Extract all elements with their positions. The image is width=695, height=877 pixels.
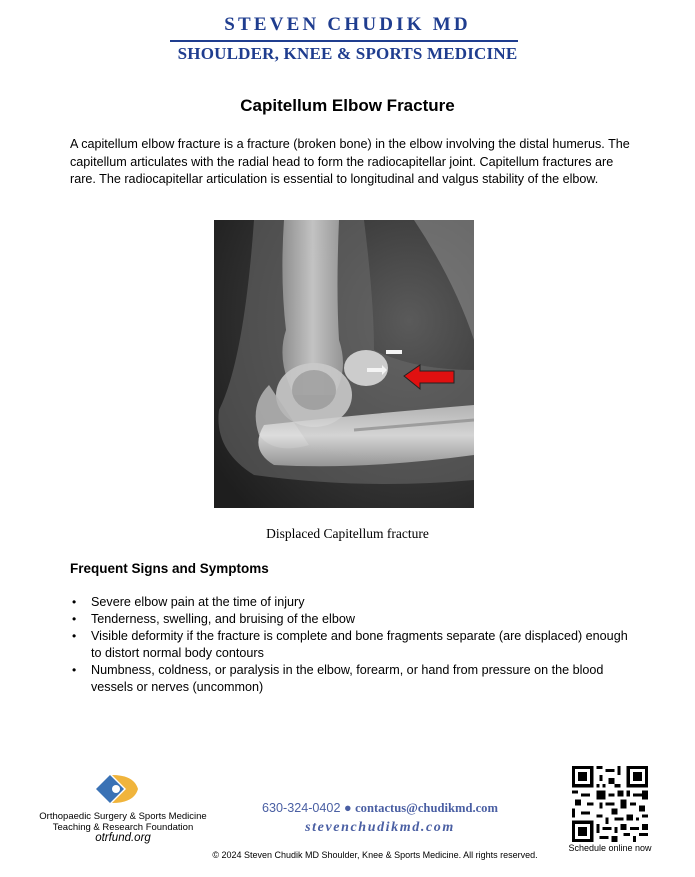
- qr-code-icon[interactable]: [572, 766, 648, 842]
- email-link[interactable]: contactus@chudikmd.com: [355, 801, 498, 815]
- figure-caption: Displaced Capitellum fracture: [266, 526, 429, 541]
- bullet-icon: •: [72, 663, 77, 677]
- page-title: Capitellum Elbow Fracture: [240, 96, 455, 115]
- list-item-text: Tenderness, swelling, and bruising of the elbow: [91, 612, 355, 626]
- bullet-icon: •: [72, 629, 77, 643]
- foundation-name-line2: Teaching & Research Foundation: [52, 822, 194, 833]
- contact-line: [220, 801, 540, 816]
- intro-paragraph: A capitellum elbow fracture is a fracture (broken bone) in the elbow involving the distal humerus. The capitellum articulates with the radial head to form the radiocapitellar joint. Capitellum fractures are rare. The radiocapitellar articulation is essential to longitudinal and valgus stability of the elbow.: [70, 137, 630, 186]
- xray-image: [214, 220, 474, 508]
- foundation-name-line1: Orthopaedic Surgery & Sports Medicine: [39, 811, 207, 822]
- bullet-icon: •: [72, 595, 77, 609]
- copyright-text: © 2024 Steven Chudik MD Shoulder, Knee & Sports Medicine. All rights reserved.: [212, 850, 538, 860]
- list-item-text: Visible deformity if the fracture is complete and bone fragments separate (are displaced) enough to distort normal body contours: [91, 629, 628, 660]
- list-item-text: Severe elbow pain at the time of injury: [91, 595, 305, 609]
- separator-dot-icon: ●: [343, 801, 352, 815]
- list-item: [70, 662, 630, 696]
- header-divider: [170, 40, 518, 42]
- foundation-url[interactable]: otrfund.org: [95, 832, 151, 844]
- phone-number[interactable]: 630-324-0402: [262, 801, 341, 815]
- practice-subtitle: SHOULDER, KNEE & SPORTS MEDICINE: [177, 44, 518, 63]
- list-item-text: Numbness, coldness, or paralysis in the elbow, forearm, or hand from pressure on the blood vessels or nerves (uncommon): [91, 663, 604, 694]
- list-item: [70, 594, 630, 611]
- section-heading: Frequent Signs and Symptoms: [70, 561, 269, 576]
- qr-label: Schedule online now: [568, 843, 652, 853]
- list-item: [70, 628, 630, 662]
- list-item: [70, 611, 630, 628]
- elbow-xray-illustration: [214, 220, 474, 508]
- practice-name: STEVEN CHUDIK MD: [224, 14, 471, 35]
- foundation-logo-icon: [94, 772, 140, 806]
- bullet-icon: •: [72, 612, 77, 626]
- website-link[interactable]: stevenchudikmd.com: [305, 820, 455, 835]
- symptom-list: [70, 594, 630, 696]
